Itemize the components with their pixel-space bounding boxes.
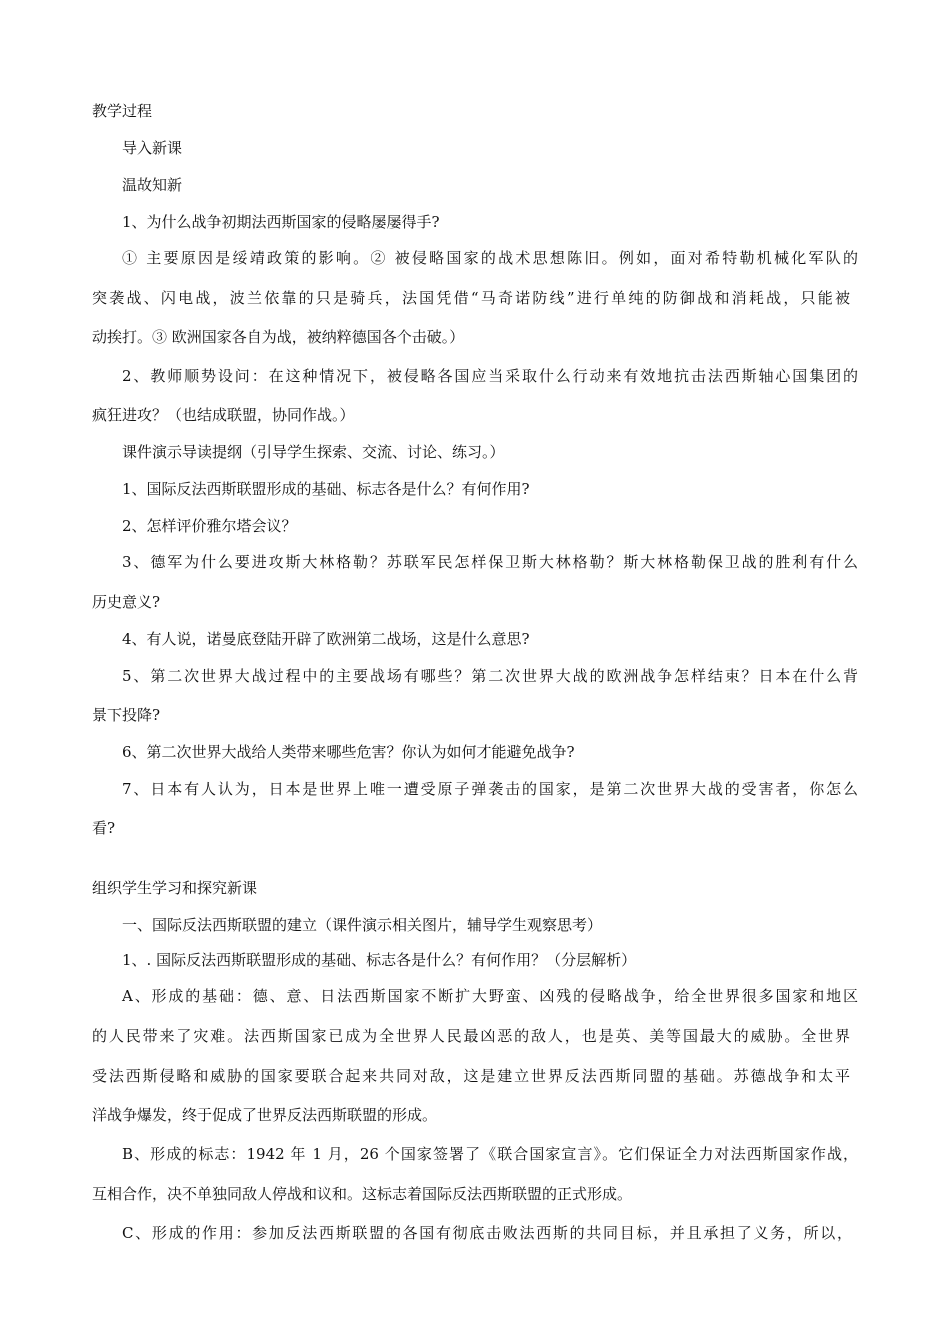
paragraph-line: 动挨打。③ 欧洲国家各自为战，被纳粹德国各个击破。） <box>92 328 465 346</box>
subheading-review: 温故知新 <box>122 176 183 194</box>
paragraph-line: 突袭战、闪电战，波兰依靠的只是骑兵，法国凭借“马奇诺防线”进行单纯的防御战和消耗战，只能被 <box>92 289 850 307</box>
paragraph-line: 受法西斯侵略和威胁的国家要联合起来共同对敌，这是建立世界反法西斯同盟的基础。苏德战争和太平 <box>92 1067 850 1085</box>
outline-item-5: 5、第二次世界大战过程中的主要战场有哪些？第二次世界大战的欧洲战争怎样结束？日本在什么背 <box>122 667 858 685</box>
section-heading-new-lesson: 组织学生学习和探究新课 <box>92 879 258 897</box>
paragraph-line: B、形成的标志：1942 年 1 月，26 个国家签署了《联合国家宣言》。它们保证全力对法西斯国家作战， <box>122 1145 858 1163</box>
outline-item-3: 3、德军为什么要进攻斯大林格勒？苏联军民怎样保卫斯大林格勒？斯大林格勒保卫战的胜利有什么 <box>122 553 858 571</box>
paragraph-line: 洋战争爆发，终于促成了世界反法西斯联盟的形成。 <box>92 1106 438 1124</box>
paragraph-line: 的人民带来了灾难。法西斯国家已成为全世界人民最凶恶的敌人，也是英、美等国最大的威胁。全世界 <box>92 1027 850 1045</box>
paragraph-line: 互相合作，决不单独同敌人停战和议和。这标志着国际反法西斯联盟的正式形成。 <box>92 1185 633 1203</box>
paragraph-line: 看? <box>92 819 116 837</box>
paragraph-line: 疯狂进攻？（也结成联盟，协同作战。） <box>92 406 355 424</box>
outline-item-2: 2、怎样评价雅尔塔会议？ <box>122 517 297 535</box>
point-heading-1: 1、. 国际反法西斯联盟形成的基础、标志各是什么？有何作用？（分层解析） <box>122 951 637 969</box>
review-question-2: 2、教师顺势设问：在这种情况下，被侵略各国应当采取什么行动来有效地抗击法西斯轴心国集团的 <box>122 367 858 385</box>
outline-item-1: 1、国际反法西斯联盟形成的基础、标志各是什么？有何作用? <box>122 480 530 498</box>
paragraph-line: 历史意义? <box>92 593 161 611</box>
review-question-1: 1、为什么战争初期法西斯国家的侵略屡屡得手? <box>122 213 440 231</box>
outline-item-4: 4、有人说，诺曼底登陆开辟了欧洲第二战场，这是什么意思? <box>122 630 530 648</box>
outline-item-6: 6、第二次世界大战给人类带来哪些危害？你认为如何才能避免战争? <box>122 743 575 761</box>
paragraph-line: A、形成的基础：德、意、日法西斯国家不断扩大野蛮、凶残的侵略战争，给全世界很多国家和地区 <box>122 987 858 1005</box>
paragraph-line: ① 主要原因是绥靖政策的影响。② 被侵略国家的战术思想陈旧。例如，面对希特勒机械化军队的 <box>122 249 858 267</box>
outline-item-7: 7、日本有人认为，日本是世界上唯一遭受原子弹袭击的国家，是第二次世界大战的受害者，你怎么 <box>122 780 858 798</box>
outline-heading: 课件演示导读提纲（引导学生探索、交流、讨论、练习。） <box>122 443 505 461</box>
paragraph-line: 景下投降? <box>92 706 161 724</box>
paragraph-line: C、形成的作用：参加反法西斯联盟的各国有彻底击败法西斯的共同目标，并且承担了义务，所以， <box>122 1224 852 1242</box>
section-heading-teaching-process: 教学过程 <box>92 102 153 120</box>
subheading-introduction: 导入新课 <box>122 139 183 157</box>
subsection-heading-1: 一、国际反法西斯联盟的建立（课件演示相关图片，辅导学生观察思考） <box>122 916 603 934</box>
